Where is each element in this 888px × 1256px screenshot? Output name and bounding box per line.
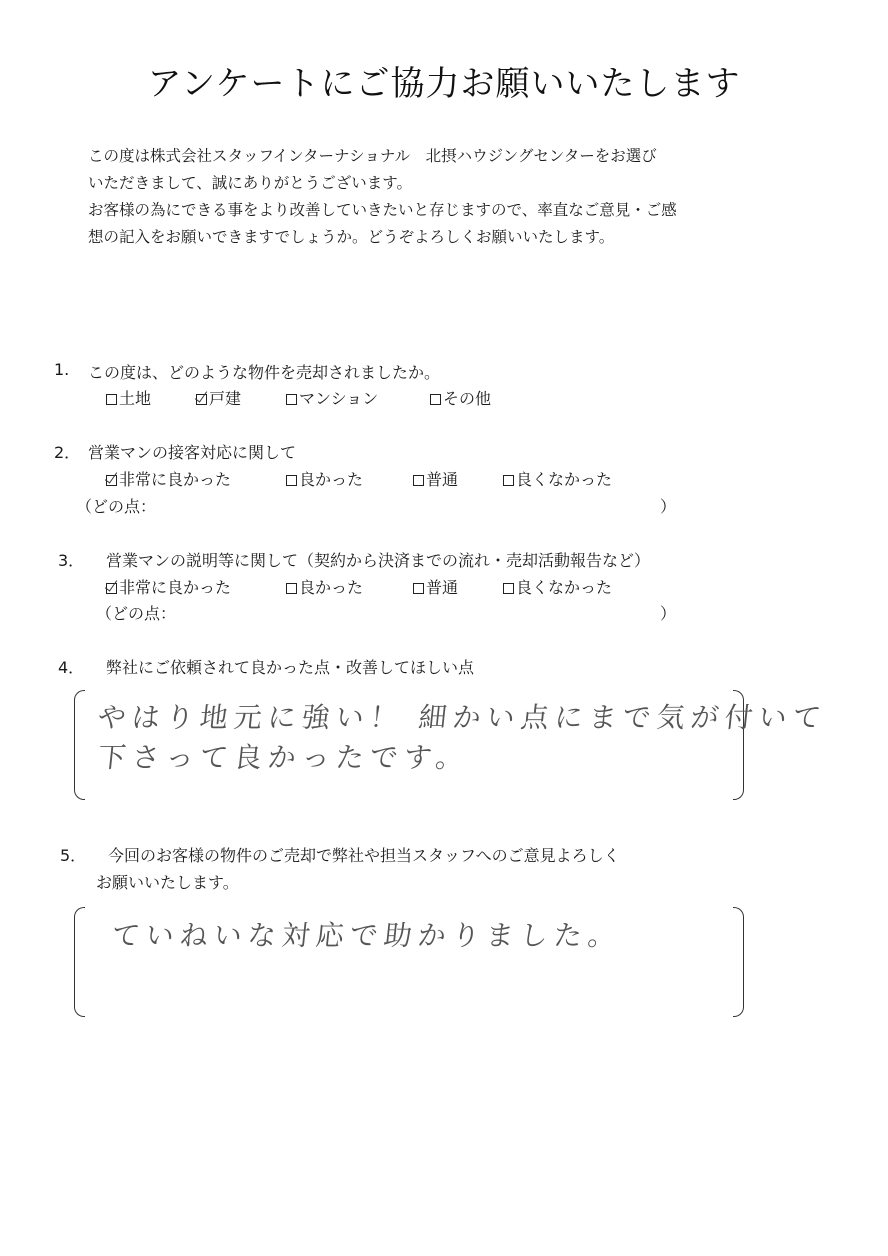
q4-answer-line1[interactable]: やはり地元に強い！ 細かい点にまで気が付いて [96, 701, 829, 734]
checkbox-icon[interactable] [106, 394, 117, 405]
checked-checkbox-icon[interactable] [106, 583, 117, 594]
option-label: 普通 [426, 578, 459, 597]
q2-option-very-good[interactable] [106, 467, 231, 490]
checkbox-icon[interactable] [286, 583, 297, 594]
q5-answer-bracket-right [733, 907, 744, 1017]
q2-option-good[interactable] [286, 467, 363, 490]
intro-line: お客様の為にできる事をより改善していきたいと存じますので、率直なご意見・ご感 [88, 201, 677, 219]
q3-option-normal[interactable] [413, 575, 458, 598]
q3-question: 営業マンの説明等に関して（契約から決済までの流れ・売却活動報告など） [106, 551, 651, 570]
checkbox-icon[interactable] [413, 583, 424, 594]
checkbox-icon[interactable] [503, 475, 514, 486]
q2-point-label: （どの点： [76, 497, 157, 516]
q3-option-very-good[interactable] [106, 575, 231, 598]
option-label: 良かった [299, 470, 364, 489]
option-label: 非常に良かった [119, 578, 232, 597]
q3-point-label: （どの点： [96, 604, 177, 623]
q1-question: この度は、どのような物件を売却されましたか。 [88, 363, 441, 382]
q5-question-line1: 今回のお客様の物件のご売却で弊社や担当スタッフへのご意見よろしく [108, 846, 620, 865]
option-label: 良くなかった [516, 470, 613, 489]
q5-answer[interactable]: ていねいな対応で助かりました。 [110, 919, 624, 952]
option-label: 良くなかった [516, 578, 613, 597]
option-label: 土地 [119, 389, 152, 408]
q4-answer-line2[interactable]: 下さって良かったです。 [96, 741, 472, 774]
q3-option-not-good[interactable] [503, 575, 612, 598]
q5-number: 5． [60, 846, 87, 865]
option-label: 戸建 [209, 389, 242, 408]
intro-line: いただきまして、誠にありがとうございます。 [88, 174, 412, 192]
option-label: 普通 [426, 470, 459, 489]
q2-point-close: ） [660, 497, 677, 516]
page-title: アンケートにご協力お願いいたします [147, 64, 741, 104]
intro-line: 想の記入をお願いできますでしょうか。どうぞよろしくお願いいたします。 [88, 228, 615, 246]
q2-question: 営業マンの接客対応に関して [88, 443, 297, 462]
intro-line: この度は株式会社スタッフインターナショナル 北摂ハウジングセンターをお選び [88, 147, 657, 165]
q4-number: 4． [58, 658, 85, 677]
q1-option-other[interactable] [430, 386, 491, 409]
checkbox-icon[interactable] [286, 394, 297, 405]
q2-option-not-good[interactable] [503, 467, 612, 490]
checked-checkbox-icon[interactable] [106, 475, 117, 486]
intro-text [88, 143, 788, 251]
q1-option-house[interactable] [196, 386, 241, 409]
checkbox-icon[interactable] [430, 394, 441, 405]
checkbox-icon[interactable] [413, 475, 424, 486]
q2-number: 2． [54, 443, 81, 462]
q3-option-good[interactable] [286, 575, 363, 598]
checkbox-icon[interactable] [286, 475, 297, 486]
q1-option-land[interactable] [106, 386, 151, 409]
checked-checkbox-icon[interactable] [196, 394, 207, 405]
q3-point-close: ） [660, 604, 677, 623]
q4-question: 弊社にご依頼されて良かった点・改善してほしい点 [106, 658, 475, 677]
option-label: その他 [443, 389, 492, 408]
q1-number: 1. [54, 360, 70, 379]
option-label: 非常に良かった [119, 470, 232, 489]
q3-number: 3． [58, 551, 85, 570]
q4-answer-bracket-left [74, 690, 85, 800]
option-label: 良かった [299, 578, 364, 597]
checkbox-icon[interactable] [503, 583, 514, 594]
q5-answer-bracket-left [74, 907, 85, 1017]
option-label: マンション [299, 389, 379, 408]
q5-question-line2: お願いいたします。 [96, 873, 239, 892]
q2-option-normal[interactable] [413, 467, 458, 490]
q1-option-mansion[interactable] [286, 386, 378, 409]
